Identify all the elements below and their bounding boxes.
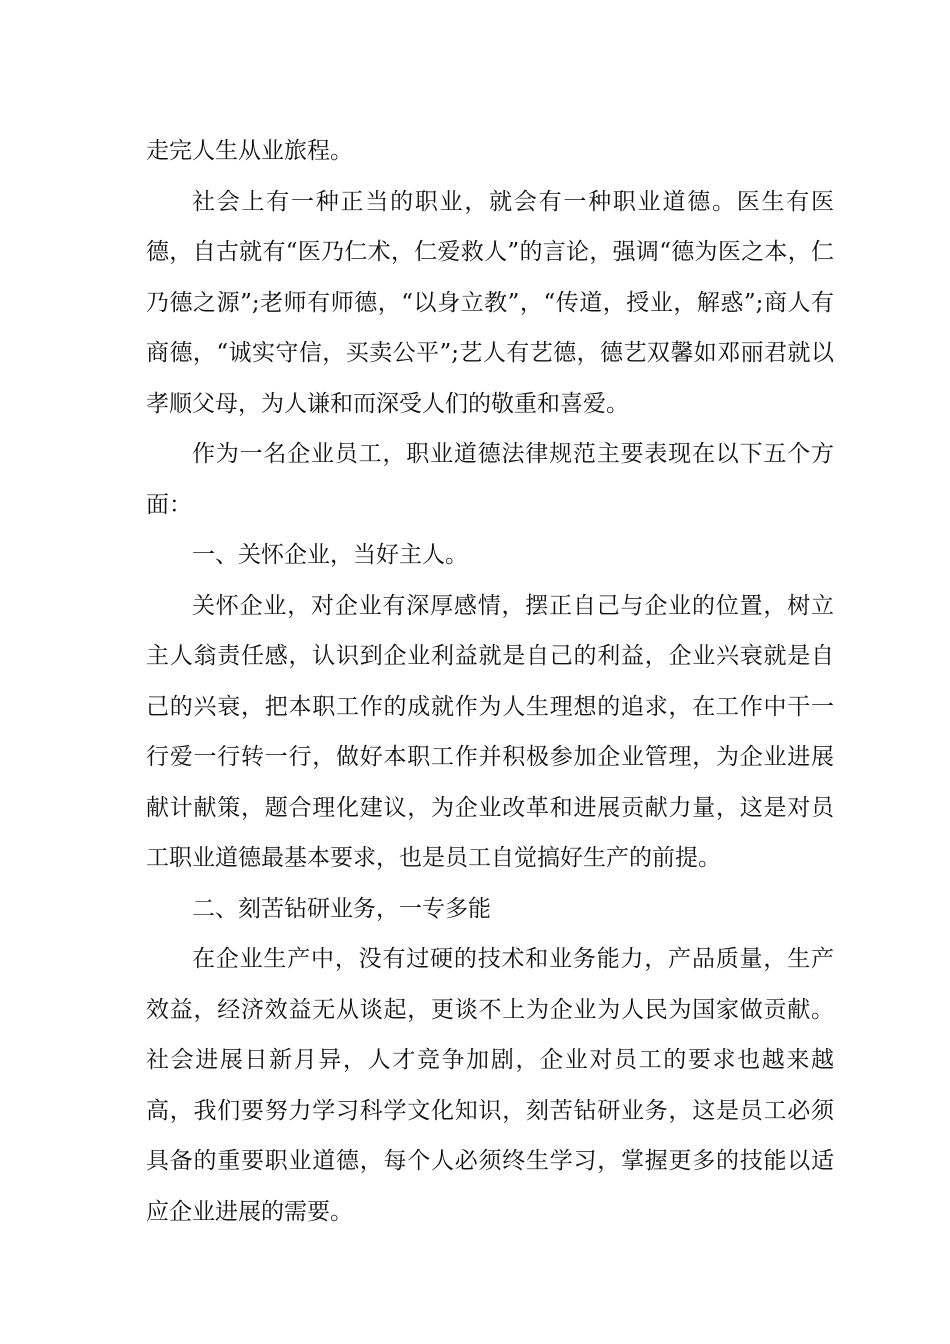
paragraph-continuation: 走完人生从业旅程。 (146, 138, 353, 164)
paragraph-intro-five-aspects: 作为一名企业员工，职业道德法律规范主要表现在以下五个方面： (146, 441, 834, 518)
document-page (146, 126, 834, 1237)
section-heading-2: 二、刻苦钻研业务，一专多能 (192, 895, 491, 922)
paragraph-professional-ethics: 社会上有一种正当的职业，就会有一种职业道德。医生有医德，自古就有“医乃仁术，仁爱救人”的言论，强调“德为医之本，仁乃德之源”;老师有师德，“以身立教”，“传道，授业，解惑”;商人有商德，“诚实守信，买卖公平”;艺人有艺德，德艺双馨如邓丽君就以孝顺父母，为人谦和而深受人们的敬重和喜爱。 (146, 188, 834, 417)
section-heading-1: 一、关怀企业，当好主人。 (192, 542, 468, 568)
paragraph-study-business: 在企业生产中，没有过硬的技术和业务能力，产品质量，生产效益，经济效益无从谈起，更谈不上为企业为人民为国家做贡献。社会进展日新月异，人才竞争加剧，企业对员工的要求也越来越高，我们要努力学习科学文化知识，刻苦钻研业务，这是员工必须具备的重要职业道德，每个人必须终生学习，掌握更多的技能以适应企业进展的需要。 (146, 946, 834, 1225)
paragraph-care-for-enterprise: 关怀企业，对企业有深厚感情，摆正自己与企业的位置，树立主人翁责任感，认识到企业利益就是自己的利益，企业兴衰就是自己的兴衰，把本职工作的成就作为人生理想的追求，在工作中干一行爱一行转一行，做好本职工作并积极参加企业管理，为企业进展献计献策，题合理化建议，为企业改革和进展贡献力量，这是对员工职业道德最基本要求，也是员工自觉搞好生产的前提。 (146, 592, 834, 871)
